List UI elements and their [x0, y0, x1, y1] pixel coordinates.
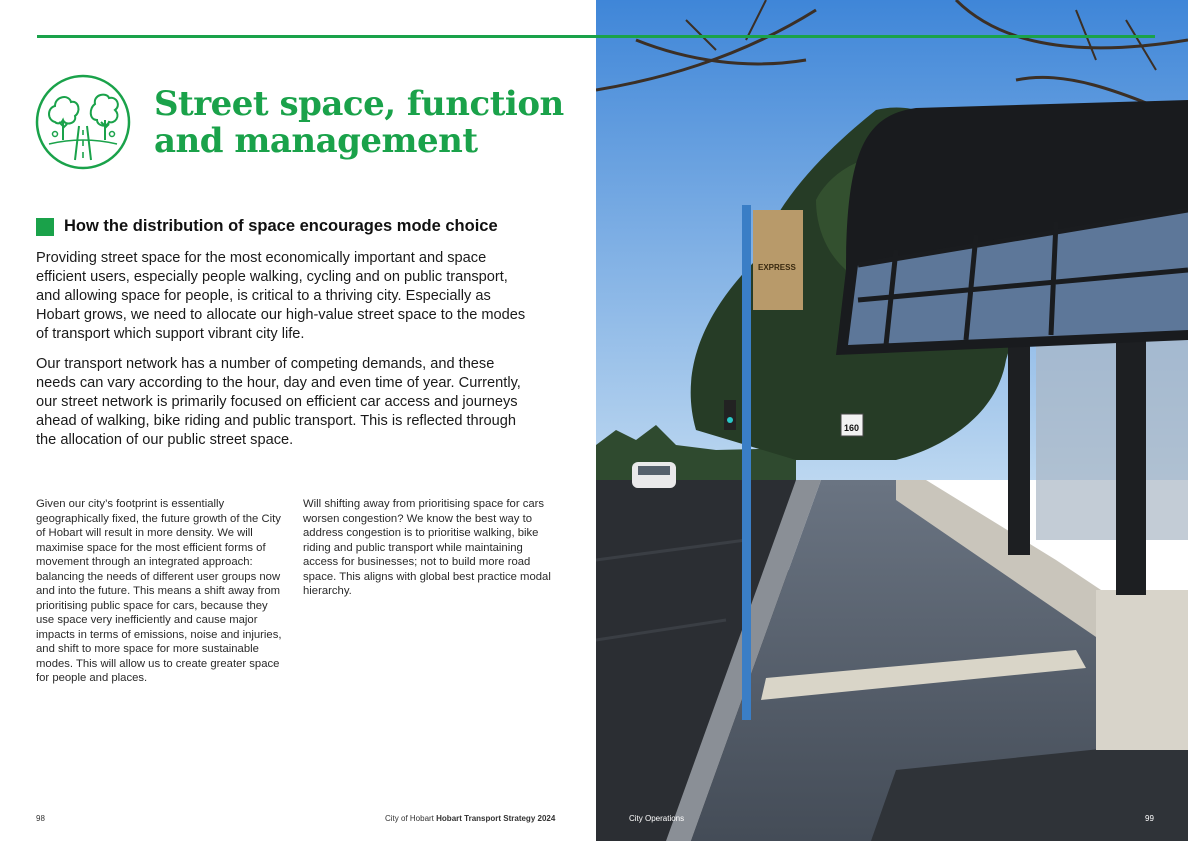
title-line-1: Street space, function [154, 84, 564, 124]
title-line-2: and management [154, 121, 478, 161]
footer-doc-title [385, 814, 555, 823]
section-heading-text: How the distribution of space encourages mode choice [64, 217, 498, 235]
section-marker [36, 218, 54, 236]
intro-paragraph-1: Providing street space for the most economically important and space efficient users, especially people walking, cycling and on public transport, and allowing space for people, is critical to a thriving city. Especially as Hobart grows, we need to allocate our high-value street space to the modes of transport which support vibrant city life. [36, 250, 526, 342]
bus-sign-text: EXPRESS [758, 263, 796, 272]
page-number-left: 98 [36, 814, 45, 823]
bus-stop-photo [596, 0, 1188, 841]
right-page [596, 0, 1188, 841]
footer-org: City of Hobart [385, 814, 434, 823]
body-column-right: Will shifting away from prioritising space for cars worsen congestion? We know the best way to address congestion is to prioritise walking, bike riding and public transport while maintaining access for businesses; not to build more road space. This aligns with global best practice modal hierarchy. [303, 498, 551, 597]
section-heading [36, 217, 498, 236]
page-title [154, 86, 564, 160]
street-trees-icon [35, 74, 131, 170]
top-rule [37, 35, 1155, 38]
stop-number-sign: 160 [844, 423, 860, 433]
footer-strategy-title: Hobart Transport Strategy 2024 [436, 814, 556, 823]
body-column-left: Given our city’s footprint is essentially geographically fixed, the future growth of the City of Hobart will result in more density. We will maximise space for the most efficient forms of movement through an integrated approach: balancing the needs of different user groups now and into the future. This means a shift away from prioritising public space for cars, because they use space very inefficiently and cause major impacts in terms of emissions, noise and injuries, and shift to more space for more sustainable modes. This will allow us to create greater space for people and places. [36, 498, 282, 684]
footer-section-title: City Operations [629, 814, 685, 823]
intro-paragraph-2: Our transport network has a number of competing demands, and these needs can vary according to the hour, day and even time of year. Currently, our street network is primarily focused on efficient car access and journeys ahead of walking, bike riding and public transport. This is reflected through the allocation of our public street space. [36, 356, 521, 448]
page-number-right: 99 [1145, 814, 1154, 823]
